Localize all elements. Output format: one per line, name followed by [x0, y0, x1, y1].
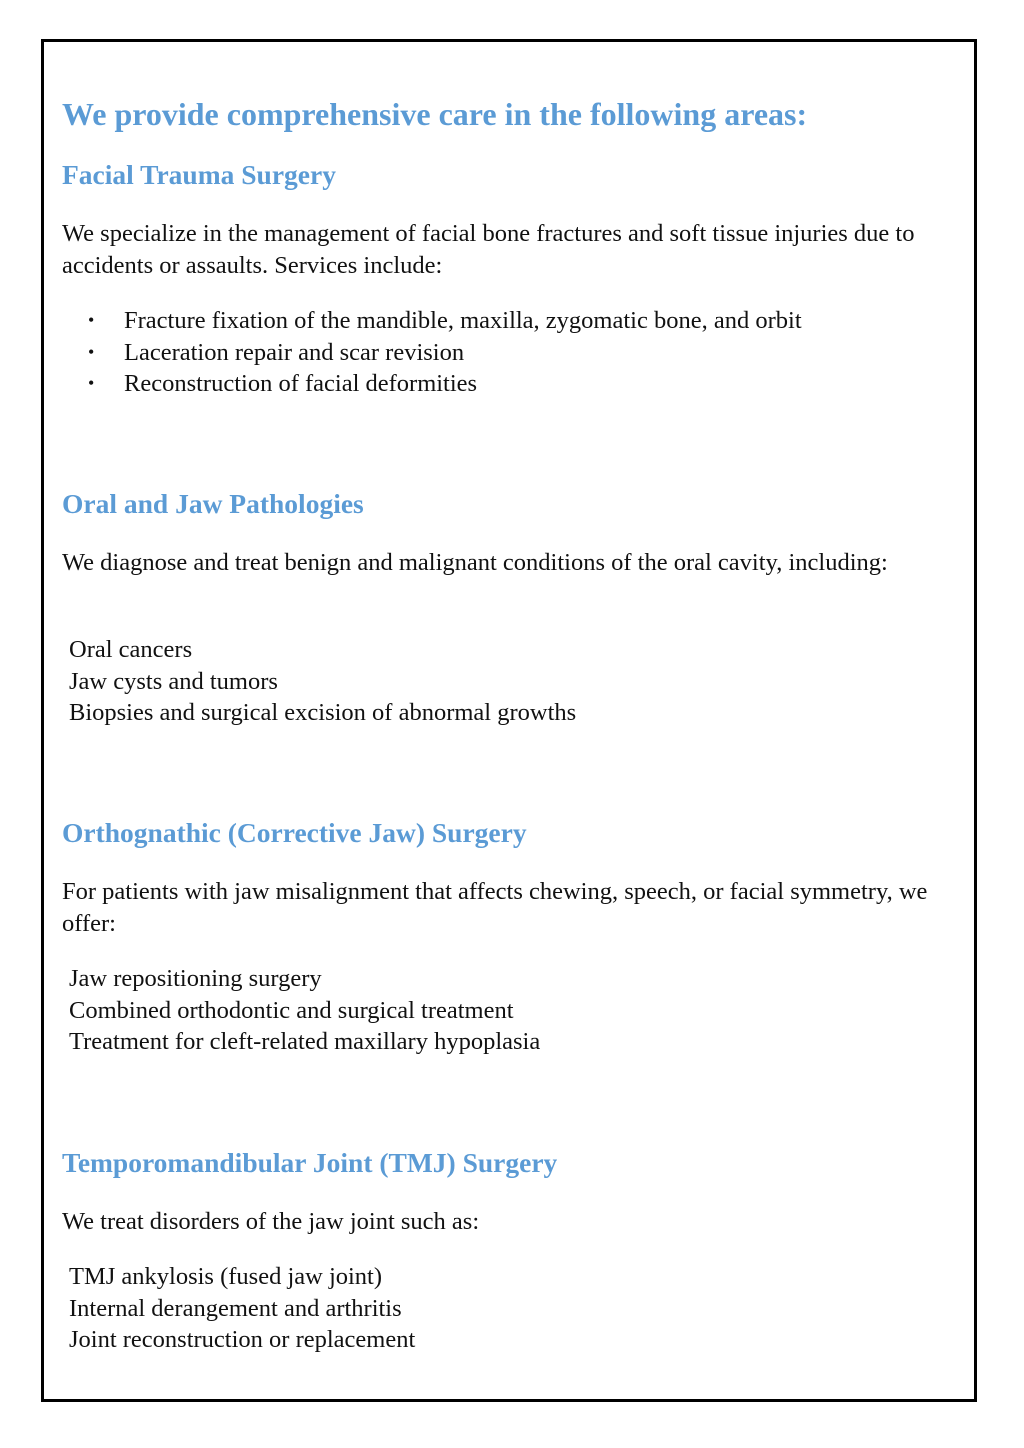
list-item: Jaw repositioning surgery — [69, 965, 322, 992]
list-item: Jaw cysts and tumors — [69, 667, 278, 695]
section-heading-oral-jaw-pathologies: Oral and Jaw Pathologies — [62, 488, 364, 519]
section-intro-oral-jaw-pathologies: We diagnose and treat benign and malignant conditions of the oral cavity, including: — [62, 549, 888, 576]
list-item: Treatment for cleft-related maxillary hypoplasia — [69, 1028, 541, 1055]
section-heading-facial-trauma: Facial Trauma Surgery — [62, 159, 336, 190]
bullet-icon: • — [88, 310, 95, 330]
section-heading-tmj: Temporomandibular Joint (TMJ) Surgery — [62, 1147, 558, 1178]
list-item: Combined orthodontic and surgical treatment — [69, 996, 514, 1024]
list-item-text: Fracture fixation of the mandible, maxilla, zygomatic bone, and orbit — [124, 307, 802, 334]
main-heading: We provide comprehensive care in the following areas: — [62, 96, 808, 132]
list-item — [62, 305, 802, 337]
section-intro-orthognathic: For patients with jaw misalignment that affects chewing, speech, or facial symmetry, we offer: — [62, 878, 928, 937]
list-item: Internal derangement and arthritis — [69, 1294, 402, 1322]
list-item: Biopsies and surgical excision of abnormal growths — [69, 699, 577, 726]
bullet-icon: • — [88, 341, 95, 362]
service-list-orthognathic — [69, 963, 540, 1058]
list-item-text: Laceration repair and scar revision — [124, 338, 465, 366]
service-list-facial-trauma — [62, 305, 802, 400]
list-item: Joint reconstruction or replacement — [69, 1326, 416, 1353]
service-list-tmj — [69, 1261, 415, 1356]
list-item — [62, 337, 802, 369]
bullet-icon: • — [88, 373, 95, 393]
section-heading-orthognathic: Orthognathic (Corrective Jaw) Surgery — [62, 817, 527, 848]
list-item: Oral cancers — [69, 636, 193, 663]
list-item: TMJ ankylosis (fused jaw joint) — [69, 1263, 383, 1290]
section-intro-facial-trauma: We specialize in the management of facial bone fractures and soft tissue injuries due to accidents or assaults. Services include: — [62, 220, 915, 279]
section-intro-tmj: We treat disorders of the jaw joint such as: — [62, 1208, 480, 1235]
service-list-oral-jaw-pathologies — [69, 634, 576, 729]
list-item — [62, 368, 802, 400]
list-item-text: Reconstruction of facial deformities — [124, 370, 478, 397]
